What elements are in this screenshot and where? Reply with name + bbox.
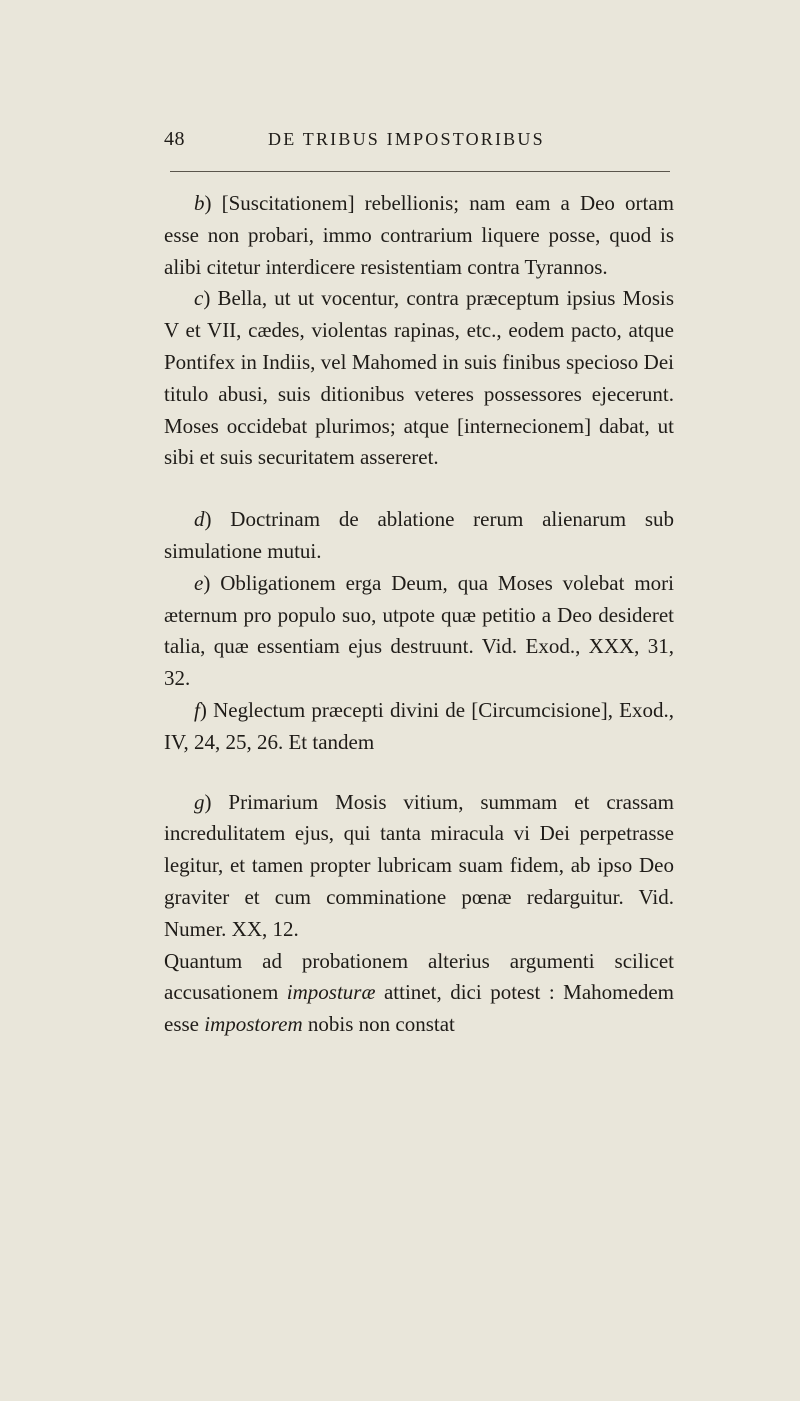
item-label: f xyxy=(194,697,200,722)
item-label: d xyxy=(194,507,205,532)
item-text: Neglectum præcepti divini de [Circumcisione], Exod., IV, 24, 25, 26. Et tandem xyxy=(164,697,675,754)
closing-text-1: Quantum ad probationem alterius argumenti scilicet accusationem xyxy=(164,948,674,1005)
list-item-b: b) [Suscitationem] rebellionis; nam eam a Deo ortam esse non probari, immo contrarium liquere posse, quod is alibi citetur interdicere resistentiam contra Tyrannos. xyxy=(164,191,675,279)
list-item-c: c) Bella, ut ut vocentur, contra præceptum ipsius Mosis V et VII, cædes, violentas rapinas, etc., eodem pacto, atque Pontifex in Indiis, vel Mahomed in suis finibus specioso Dei titulo abusi, suis ditionibus veteres possessores ejecerunt. Moses occidebat plurimos; atque [internecionem] dabat, ut sibi et suis securitatem assereret. xyxy=(164,286,675,470)
page-header xyxy=(164,128,672,162)
item-label: g xyxy=(194,789,205,814)
item-text: Primarium Mosis vitium, summam et crassam incredulitatem ejus, qui tanta miracula vi Dei perpetrasse legitur, et tamen propter lubricam suam fidem, ab ipso Deo graviter et cum comminatione pœnæ redarguitur. Vid. Numer. XX, 12. xyxy=(164,789,674,941)
item-label: b xyxy=(194,191,205,215)
item-text: Doctrinam de ablatione rerum alienarum sub simulatione mutui. xyxy=(164,507,674,563)
list-item-f: f) Neglectum præcepti divini de [Circumcisione], Exod., IV, 24, 25, 26. Et tandem xyxy=(164,697,675,754)
spacer xyxy=(164,474,674,504)
body-text xyxy=(164,188,674,1041)
item-text: Obligationem erga Deum, qua Moses volebat mori æternum pro populo suo, utpote quæ petitio a Deo desideret talia, quæ essentiam ejus destruunt. Vid. Exod., XXX, 31, 32. xyxy=(164,570,674,691)
header-rule xyxy=(170,171,670,172)
list-item-d: d) Doctrinam de ablatione rerum alienarum sub simulatione mutui. xyxy=(164,507,674,563)
closing-text-3: nobis non constat xyxy=(302,1012,455,1037)
item-label: e xyxy=(194,570,204,595)
closing-text-2: attinet, dici potest : Mahomedem esse xyxy=(164,980,674,1037)
page-number: 48 xyxy=(164,128,185,150)
item-label: c xyxy=(194,286,204,311)
spacer xyxy=(164,759,674,787)
closing-emphasis-1: imposturæ xyxy=(286,980,376,1005)
item-text: Bella, ut ut vocentur, contra præceptum ipsius Mosis V et VII, cædes, violentas rapinas, etc., eodem pacto, atque Pontifex in Indiis, vel Mahomed in suis finibus specioso Dei titulo abusi, suis ditionibus veteres possessores ejecerunt. Moses occidebat plurimos; atque [internecionem] dabat, ut sibi et suis securitatem assereret. xyxy=(164,286,675,470)
closing-paragraph xyxy=(164,946,674,1041)
closing-emphasis-2: impostorem xyxy=(204,1012,303,1037)
list-item-e: e) Obligationem erga Deum, qua Moses volebat mori æternum pro populo suo, utpote quæ petitio a Deo desideret talia, quæ essentiam ejus destruunt. Vid. Exod., XXX, 31, 32. xyxy=(164,570,674,691)
item-text: [Suscitationem] rebellionis; nam eam a Deo ortam esse non probari, immo contrarium liquere posse, quod is alibi citetur interdicere resistentiam contra Tyrannos. xyxy=(164,191,675,279)
running-title: DE TRIBUS IMPOSTORIBUS xyxy=(268,129,545,149)
list-item-g: g) Primarium Mosis vitium, summam et crassam incredulitatem ejus, qui tanta miracula vi Dei perpetrasse legitur, et tamen propter lubricam suam fidem, ab ipso Deo graviter et cum comminatione pœnæ redarguitur. Vid. Numer. XX, 12. xyxy=(164,789,674,941)
